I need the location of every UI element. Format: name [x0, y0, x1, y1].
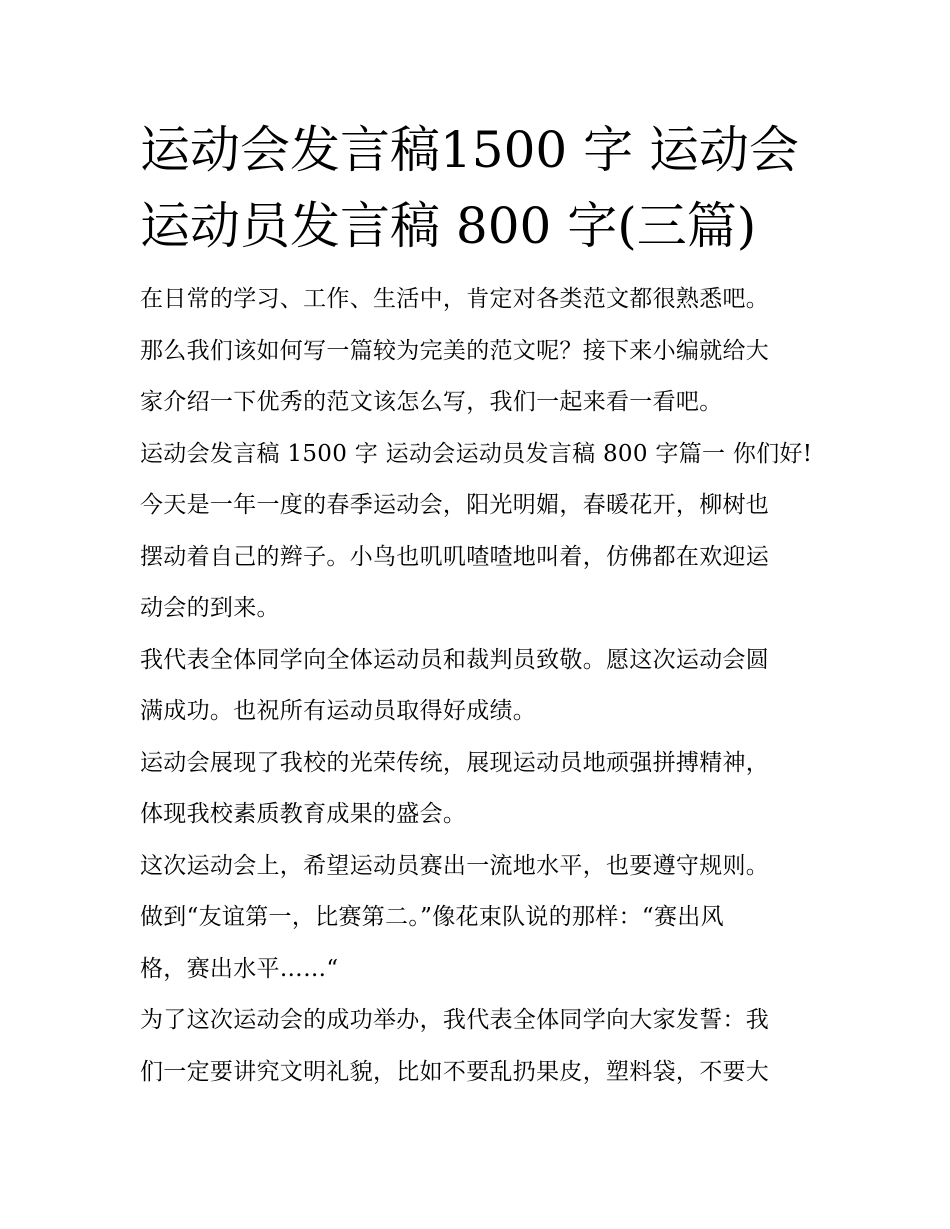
body-line: 家介绍一下优秀的范文该怎么写，我们一起来看一看吧。 — [140, 389, 723, 415]
body-line: 为了这次运动会的成功举办，我代表全体同学向大家发誓：我 — [140, 1007, 770, 1033]
body-line: 运动会发言稿 1500 字 运动会运动员发言稿 800 字篇一 你们好! — [140, 440, 813, 467]
title-line-1: 运动会发言稿1500 字 运动会 — [140, 121, 800, 179]
body-line: 摆动着自己的辫子。小鸟也叽叽喳喳地叫着，仿佛都在欢迎运 — [140, 543, 770, 570]
body-line: 我代表全体同学向全体运动员和裁判员致敬。愿这次运动会圆 — [140, 646, 770, 673]
body-line: 今天是一年一度的春季运动会，阳光明媚，春暖花开，柳树也 — [140, 492, 770, 518]
body-line: 那么我们该如何写一篇较为完美的范文呢？接下来小编就给大 — [140, 337, 770, 364]
title-line-2: 运动员发言稿 800 字(三篇) — [140, 197, 757, 255]
body-line: 动会的到来。 — [140, 595, 280, 621]
body-line: 做到“友谊第一，比赛第二。”像花束队说的那样：“赛出风 — [140, 904, 724, 930]
document-body — [140, 274, 820, 1098]
body-line: 们一定要讲究文明礼貌，比如不要乱扔果皮，塑料袋，不要大 — [140, 1058, 770, 1085]
document-title — [140, 112, 830, 264]
body-line: 在日常的学习、工作、生活中，肯定对各类范文都很熟悉吧。 — [140, 286, 770, 312]
body-line: 格，赛出水平……“ — [140, 955, 339, 982]
body-line: 这次运动会上，希望运动员赛出一流地水平，也要遵守规则。 — [140, 852, 770, 879]
body-line: 满成功。也祝所有运动员取得好成绩。 — [140, 698, 537, 724]
body-line: 体现我校素质教育成果的盛会。 — [140, 801, 467, 827]
body-line: 运动会展现了我校的光荣传统，展现运动员地顽强拼搏精神， — [140, 749, 770, 776]
